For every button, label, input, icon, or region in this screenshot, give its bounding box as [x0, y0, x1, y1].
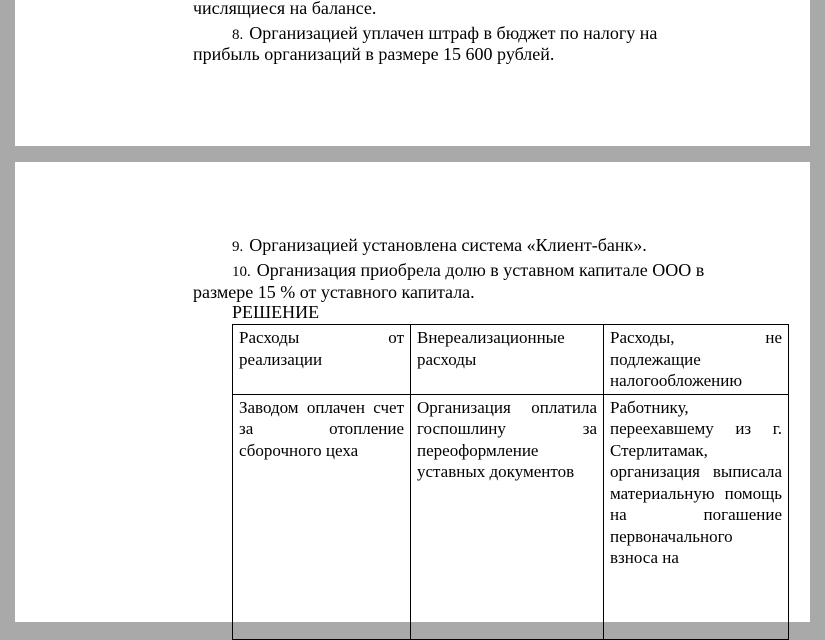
table-header-row — [233, 325, 789, 395]
header-cell-sales-expenses: Расходы от реализации — [233, 325, 411, 395]
list-item-9 — [232, 235, 647, 258]
document-page-2 — [15, 162, 810, 622]
paragraph-line: числящиеся на балансе. — [193, 0, 377, 18]
list-item-text: Организацией установлена система «Клиент-банк». — [249, 235, 647, 255]
table-row — [233, 394, 789, 639]
header-cell-non-taxable-expenses: Расходы, не подлежащие налогообложению — [604, 325, 789, 395]
list-item-text: Организацией уплачен штраф в бюджет по налогу на — [249, 23, 658, 43]
document-page-1 — [15, 0, 810, 146]
list-item-10-line-2: размере 15 % от уставного капитала. — [193, 282, 475, 302]
list-number: 8. — [232, 27, 244, 43]
header-cell-non-operating-expenses: Внереализационные расходы — [411, 325, 604, 395]
solution-table — [232, 324, 789, 640]
list-item-text: Организация приобрела долю в уставном капитале ООО в — [256, 260, 705, 280]
table-cell: Заводом оплачен счет за отопление сборочного цеха — [233, 394, 411, 639]
list-number: 9. — [232, 239, 244, 255]
list-number: 10. — [232, 264, 251, 280]
table-cell: Организация оплатила госпошлину за переоформление уставных документов — [411, 394, 604, 639]
solution-heading: РЕШЕНИЕ — [232, 302, 320, 322]
table-cell: Работнику, переехавшему из г. Стерлитамак, организация выписала материальную помощь на погашение первоначального взноса на — [604, 394, 789, 639]
list-item-10-line-1 — [232, 260, 704, 283]
list-item-8-line-2: прибыль организаций в размере 15 600 рублей. — [193, 44, 555, 64]
list-item-8-line-1 — [232, 23, 657, 46]
